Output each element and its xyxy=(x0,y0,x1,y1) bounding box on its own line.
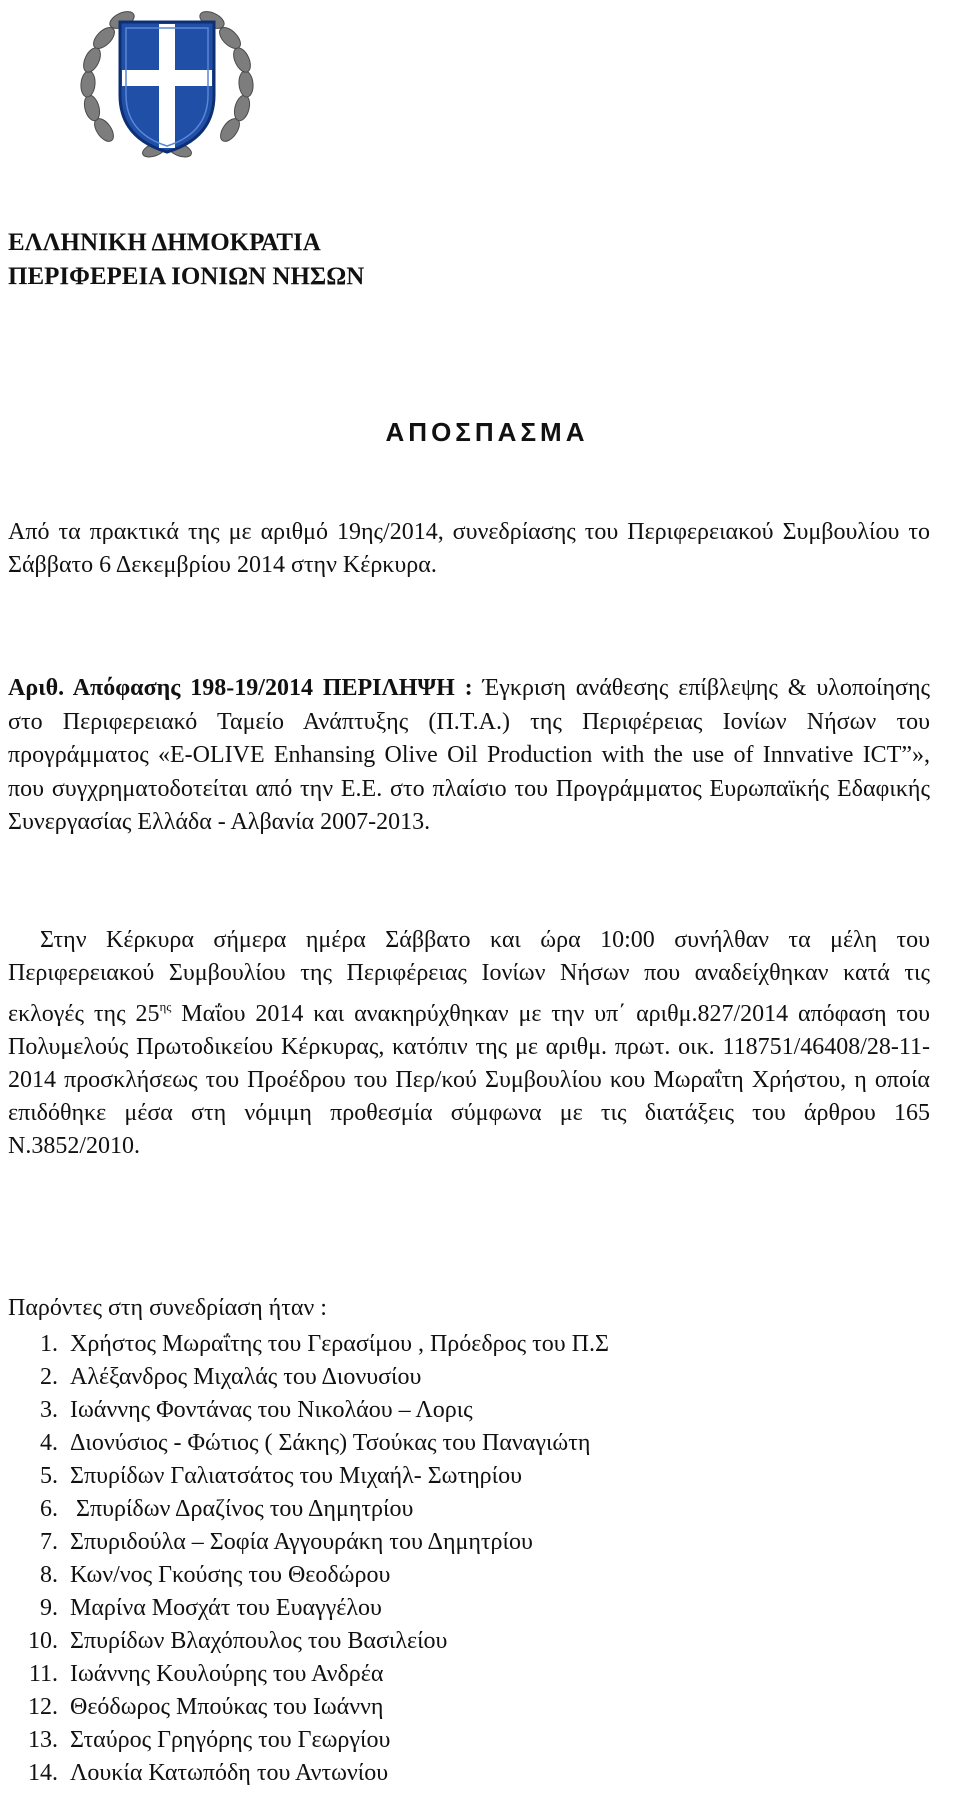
list-item-name: Σπυρίδων Δραζίνος του Δημητρίου xyxy=(70,1496,414,1522)
list-item xyxy=(8,1526,609,1559)
list-item xyxy=(8,1394,609,1427)
list-item-name: Διονύσιος - Φώτιος ( Σάκης) Τσούκας του Παναγιώτη xyxy=(70,1430,591,1456)
list-item xyxy=(8,1427,609,1460)
intro-paragraph: Από τα πρακτικά της με αριθμό 19ης/2014, συνεδρίασης του Περιφερειακού Συμβουλίου το Σάββατο 6 Δεκεμβρίου 2014 στην Κέρκυρα. xyxy=(8,519,930,578)
list-item-number: 1. xyxy=(40,1331,58,1357)
decision-label: Αριθ. Απόφασης 198-19/2014 ΠΕΡΙΛΗΨΗ : xyxy=(8,675,473,701)
list-item xyxy=(8,1625,609,1658)
list-item xyxy=(8,1361,609,1394)
list-item-number: 8. xyxy=(40,1562,58,1588)
list-item-number: 6. xyxy=(40,1496,58,1522)
list-item-number: 13. xyxy=(28,1727,58,1753)
list-item-number: 5. xyxy=(40,1463,58,1489)
list-item-number: 12. xyxy=(28,1694,58,1720)
list-item-name: Σπυρίδων Βλαχόπουλος του Βασιλείου xyxy=(70,1628,448,1654)
session-paragraph xyxy=(8,924,930,1163)
list-item-number: 9. xyxy=(40,1595,58,1621)
list-item-name: Χρήστος Μωραΐτης του Γερασίμου , Πρόεδρος του Π.Σ xyxy=(70,1331,609,1357)
issuer-header xyxy=(8,226,364,294)
decision-paragraph xyxy=(8,672,930,840)
issuer-region: ΠΕΡΙΦΕΡΕΙΑ ΙΟΝΙΩΝ ΝΗΣΩΝ xyxy=(8,263,365,290)
list-item-name: Θεόδωρος Μπούκας του Ιωάννη xyxy=(70,1694,384,1720)
list-item xyxy=(8,1658,609,1691)
list-item-name: Σπυριδούλα – Σοφία Αγγουράκη του Δημητρίου xyxy=(70,1529,533,1555)
list-item-name: Ιωάννης Κουλούρης του Ανδρέα xyxy=(70,1661,384,1687)
list-item-name: Λουκία Κατωπόδη του Αντωνίου xyxy=(70,1760,389,1786)
document-title: ΑΠΟΣΠΑΣΜΑ xyxy=(385,417,589,447)
list-item-name: Κων/νος Γκούσης του Θεοδώρου xyxy=(70,1562,391,1588)
list-item-name: Μαρίνα Μοσχάτ του Ευαγγέλου xyxy=(70,1595,382,1621)
list-item xyxy=(8,1559,609,1592)
list-item xyxy=(8,1592,609,1625)
list-item-name: Ιωάννης Φοντάνας του Νικολάου – Λορις xyxy=(70,1397,473,1423)
list-item-number: 14. xyxy=(28,1760,58,1786)
session-text-part1: Στην Κέρκυρα σήμερα ημέρα Σάββατο και ώρα 10:00 συνήλθαν τα μέλη του Περιφερειακού Συμβουλίου της Περιφέρειας Ιονίων Νήσων που αναδείχθηκαν κατά τις εκλογές της 25 xyxy=(8,927,930,1027)
greek-coat-of-arms-emblem xyxy=(62,0,272,162)
list-item-name: Αλέξανδρος Μιχαλάς του Διονυσίου xyxy=(70,1364,422,1390)
list-item-number: 10. xyxy=(28,1628,58,1654)
list-item xyxy=(8,1757,609,1790)
decision-text: Έγκριση ανάθεσης επίβλεψης & υλοποίησης στο Περιφερειακό Ταμείο Ανάπτυξης (Π.Τ.Α.) της Περιφέρειας Ιονίων Νήσων του προγράμματος «E-OLIVE Enhansing Olive Oil Production with the use of Innvative ICT”», που συγχρηματοδοτείται από την Ε.Ε. στο πλαίσιο του Προγράμματος Ευρωπαϊκής Εδαφικής Συνεργασίας Ελλάδα - Αλβανία 2007-2013. xyxy=(8,675,931,835)
list-item-number: 4. xyxy=(40,1430,58,1456)
attendees-list xyxy=(8,1328,609,1790)
coat-of-arms-icon xyxy=(62,0,272,162)
list-item-name: Σπυρίδων Γαλιατσάτος του Μιχαήλ- Σωτηρίου xyxy=(70,1463,522,1489)
list-item-name: Σταύρος Γρηγόρης του Γεωργίου xyxy=(70,1727,391,1753)
list-item-number: 2. xyxy=(40,1364,58,1390)
ordinal-superscript: ης xyxy=(159,999,172,1014)
attendees-label: Παρόντες στη συνεδρίαση ήταν : xyxy=(8,1295,327,1321)
list-item-number: 7. xyxy=(40,1529,58,1555)
list-item xyxy=(8,1460,609,1493)
list-item-number: 11. xyxy=(28,1661,58,1687)
list-item xyxy=(8,1724,609,1757)
issuer-country: ΕΛΛΗΝΙΚΗ ΔΗΜΟΚΡΑΤΙΑ xyxy=(8,229,321,256)
list-item xyxy=(8,1493,609,1526)
list-item-number: 3. xyxy=(40,1397,58,1423)
session-text-part2: Μαΐου 2014 και ανακηρύχθηκαν με την υπ΄ αριθμ.827/2014 απόφαση του Πολυμελούς Πρωτοδικείου Κέρκυρας, κατόπιν της με αριθμ. πρωτ. οικ. 118751/46408/28-11-2014 προσκλήσεως του Προέδρου του Περ/κού Συμβουλίου κου Μωραΐτη Χρήστου, η οποία επιδόθηκε μέσα στη νόμιμη προθεσμία σύμφωνα με τις διατάξεις του άρθρου 165 Ν.3852/2010. xyxy=(8,1001,930,1159)
list-item xyxy=(8,1328,609,1361)
list-item xyxy=(8,1691,609,1724)
